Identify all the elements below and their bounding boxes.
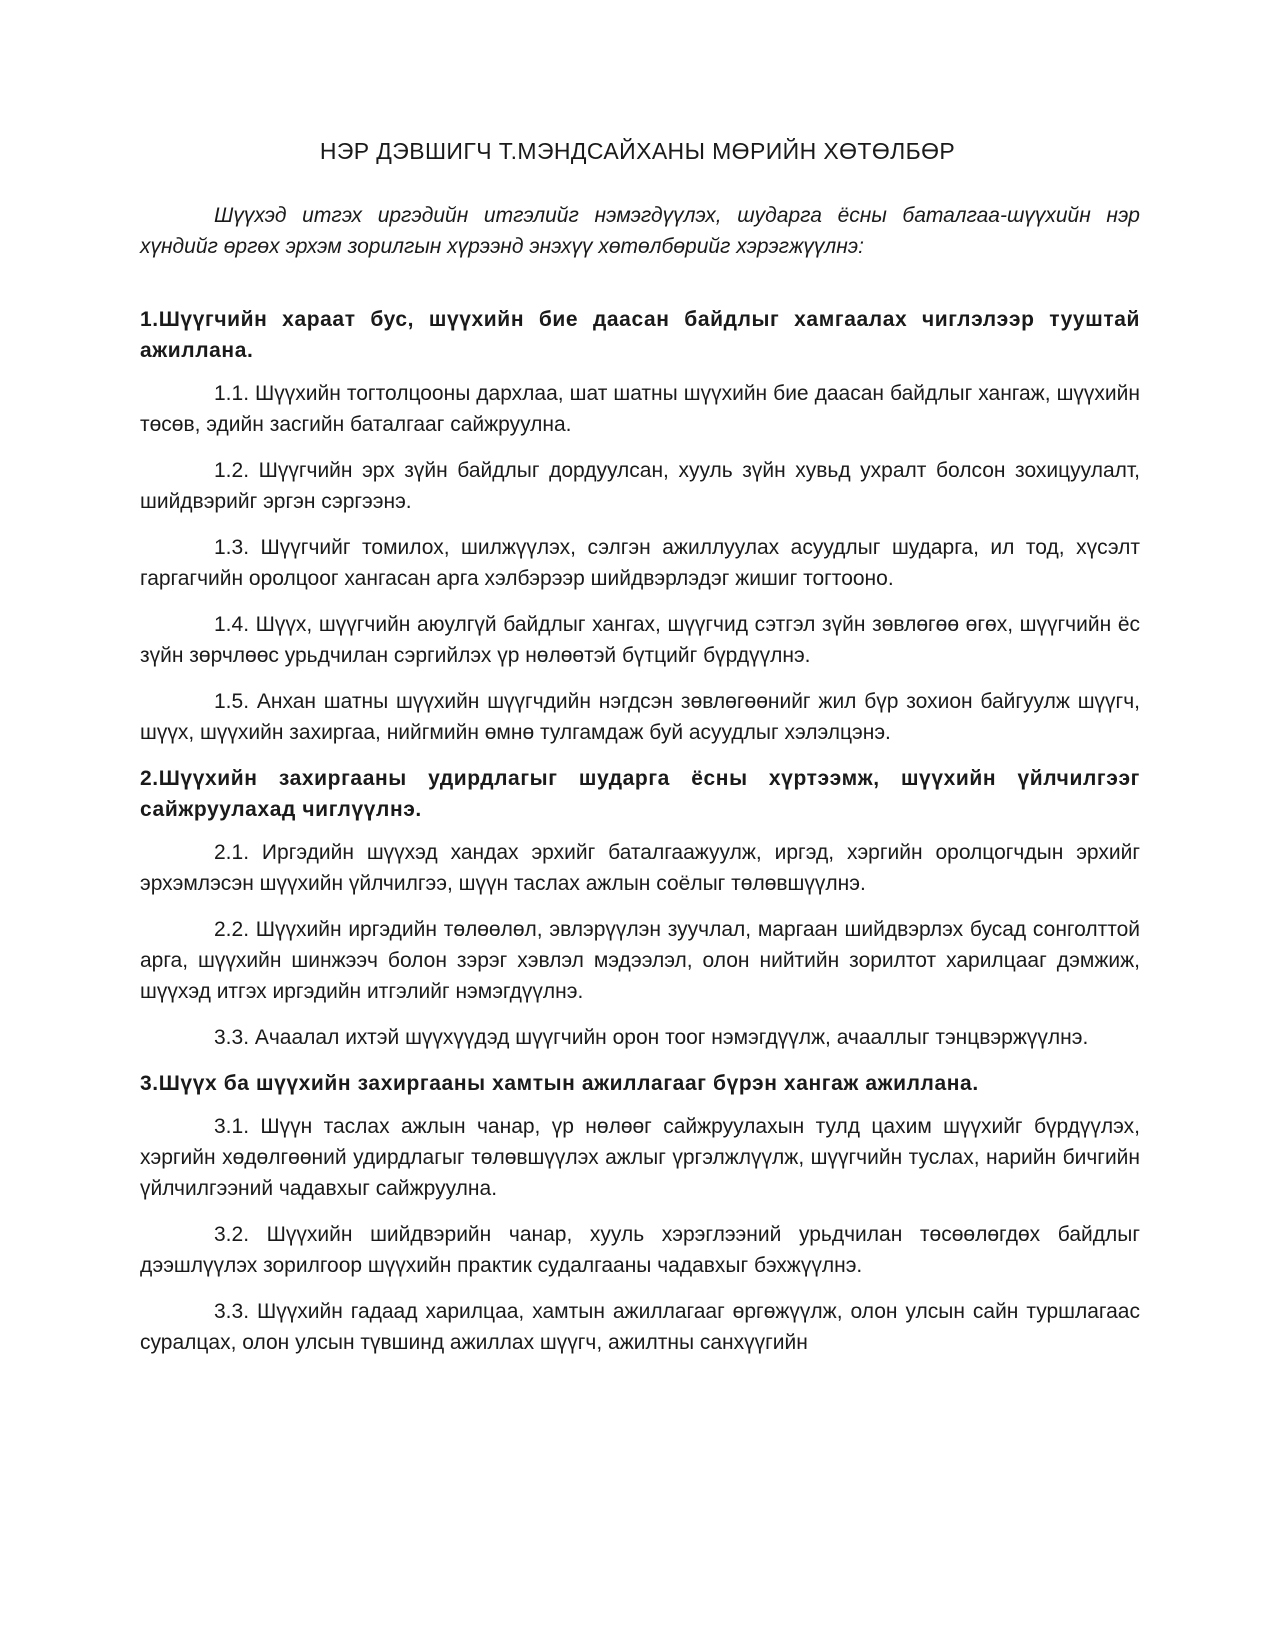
paragraph: 1.5. Анхан шатны шүүхийн шүүгчдийн нэгдсэн зөвлөгөөнийг жил бүр зохион байгуулж шүүгч, шүүх, шүүхийн захиргаа, нийгмийн өмнө тулгамдаж буй асуудлыг хэлэлцэнэ. [140,690,1140,744]
paragraph: 2.2. Шүүхийн иргэдийн төлөөлөл, эвлэрүүлэн зуучлал, маргаан шийдвэрлэх бусад сонголттой арга, шүүхийн шинжээч болон зэрэг хэвлэл мэдээлэл, олон нийтийн зорилтот харилцааг дэмжиж, шүүхэд итгэх иргэдийн итгэлийг нэмэгдүүлнэ. [140,918,1140,1003]
section-heading: 1.Шүүгчийн хараат бус, шүүхийн бие даасан байдлыг хамгаалах чиглэлээр тууштай ажиллана. [140,308,1140,362]
document-title: НЭР ДЭВШИГЧ Т.МЭНДСАЙХАНЫ МӨРИЙН ХӨТӨЛБӨР [319,138,956,164]
paragraph: 3.2. Шүүхийн шийдвэрийн чанар, хууль хэрэглээний урьдчилан төсөөлөгдөх байдлыг дээшлүүлэх зорилгоор шүүхийн практик судалгааны чадавхыг бэхжүүлнэ. [140,1223,1140,1277]
paragraph: 3.1. Шүүн таслах ажлын чанар, үр нөлөөг сайжруулахын тулд цахим шүүхийг бүрдүүлэх, хэргийн хөдөлгөөний удирдлагыг төлөвшүүлэх ажлыг үргэлжлүүлж, шүүгчийн туслах, нарийн бичгийн үйлчилгээний чадавхыг сайжруулна. [140,1115,1140,1200]
paragraph: 1.1. Шүүхийн тогтолцооны дархлаа, шат шатны шүүхийн бие даасан байдлыг хангаж, шүүхийн төсөв, эдийн засгийн баталгааг сайжруулна. [140,382,1140,436]
paragraph: 1.2. Шүүгчийн эрх зүйн байдлыг дордуулсан, хууль зүйн хувьд ухралт болсон зохицуулалт, шийдвэрийг эргэн сэргээнэ. [140,459,1140,513]
section-heading: 3.Шүүх ба шүүхийн захиргааны хамтын ажиллагааг бүрэн хангаж ажиллана. [140,1072,979,1095]
section-2 [140,763,1140,1053]
section-heading: 2.Шүүхийн захиргааны удирдлагыг шударга ёсны хүртээмж, шүүхийн үйлчилгээг сайжруулахад чиглүүлнэ. [140,767,1140,821]
section-1 [140,304,1140,748]
paragraph: 3.3. Ачаалал ихтэй шүүхүүдэд шүүгчийн орон тоог нэмэгдүүлж, ачааллыг тэнцвэржүүлнэ. [214,1026,1089,1049]
intro-paragraph: Шүүхэд итгэх иргэдийн итгэлийг нэмэгдүүлэх, шударга ёсны баталгаа-шүүхийн нэр хүндийг өргөх эрхэм зорилгын хүрээнд энэхүү хөтөлбөрийг хэрэгжүүлнэ: [140,204,1140,258]
document-body [140,200,1140,1373]
paragraph: 2.1. Иргэдийн шүүхэд хандах эрхийг баталгаажуулж, иргэд, хэргийн оролцогчдын эрхийг эрхэмлэсэн шүүхийн үйлчилгээ, шүүн таслах ажлын соёлыг төлөвшүүлнэ. [140,841,1140,895]
paragraph: 3.3. Шүүхийн гадаад харилцаа, хамтын ажиллагааг өргөжүүлж, олон улсын сайн туршлагаас суралцах, олон улсын түвшинд ажиллах шүүгч, ажилтны санхүүгийн [140,1300,1140,1354]
paragraph: 1.3. Шүүгчийг томилох, шилжүүлэх, сэлгэн ажиллуулах асуудлыг шударга, ил тод, хүсэлт гаргагчийн оролцоог хангасан арга хэлбэрээр шийдвэрлэдэг жишиг тогтооно. [140,536,1140,590]
section-3 [140,1068,1140,1358]
paragraph: 1.4. Шүүх, шүүгчийн аюулгүй байдлыг хангах, шүүгчид сэтгэл зүйн зөвлөгөө өгөх, шүүгчийн ёс зүйн зөрчлөөс урьдчилан сэргийлэх үр нөлөөтэй бүтцийг бүрдүүлнэ. [140,613,1140,667]
